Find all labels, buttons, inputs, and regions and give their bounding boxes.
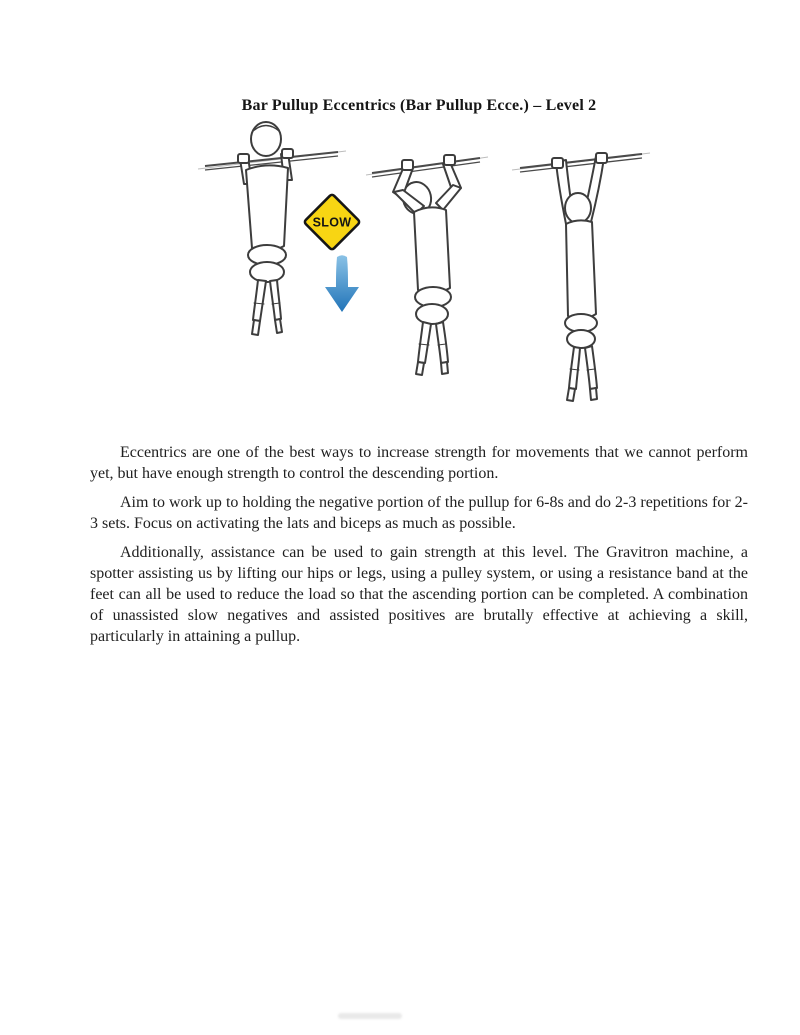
paragraph-assistance-methods: Additionally, assistance can be used to gain strength at this level. The Gravitron machine, a spotter assisting us by lifting our hips or legs, using a pulley system, or using a resistance band at the feet can all be used to reduce the load so that the ascending portion can be completed. A combination of unassisted slow negatives and assisted positives are brutally effective at achieving a skill, particularly in attaining a pullup. bbox=[90, 544, 748, 645]
pullup-bar-right bbox=[512, 153, 650, 172]
body-text bbox=[90, 442, 748, 655]
paragraph-training-targets: Aim to work up to holding the negative portion of the pullup for 6-8s and do 2-3 repetitions for 2-3 sets. Focus on activating the lats and biceps as much as possible. bbox=[90, 494, 748, 532]
paragraph-eccentrics-intro: Eccentrics are one of the best ways to increase strength for movements that we cannot perform yet, but have enough strength to control the descending portion. bbox=[90, 444, 748, 482]
down-arrow-icon bbox=[325, 255, 359, 312]
figure-bottom-hang bbox=[552, 153, 607, 401]
figure-top-position bbox=[238, 122, 293, 335]
slow-sign-label: SLOW bbox=[312, 215, 352, 230]
figure-mid-descent bbox=[393, 155, 461, 375]
pullup-bar-middle bbox=[366, 157, 488, 177]
pullup-sequence-drawing bbox=[180, 118, 660, 442]
page-title: Bar Pullup Eccentrics (Bar Pullup Ecce.) – Level 2 bbox=[241, 96, 597, 114]
slow-sign bbox=[304, 194, 361, 251]
page-number-clipped bbox=[338, 1013, 402, 1019]
exercise-illustration bbox=[180, 118, 660, 442]
